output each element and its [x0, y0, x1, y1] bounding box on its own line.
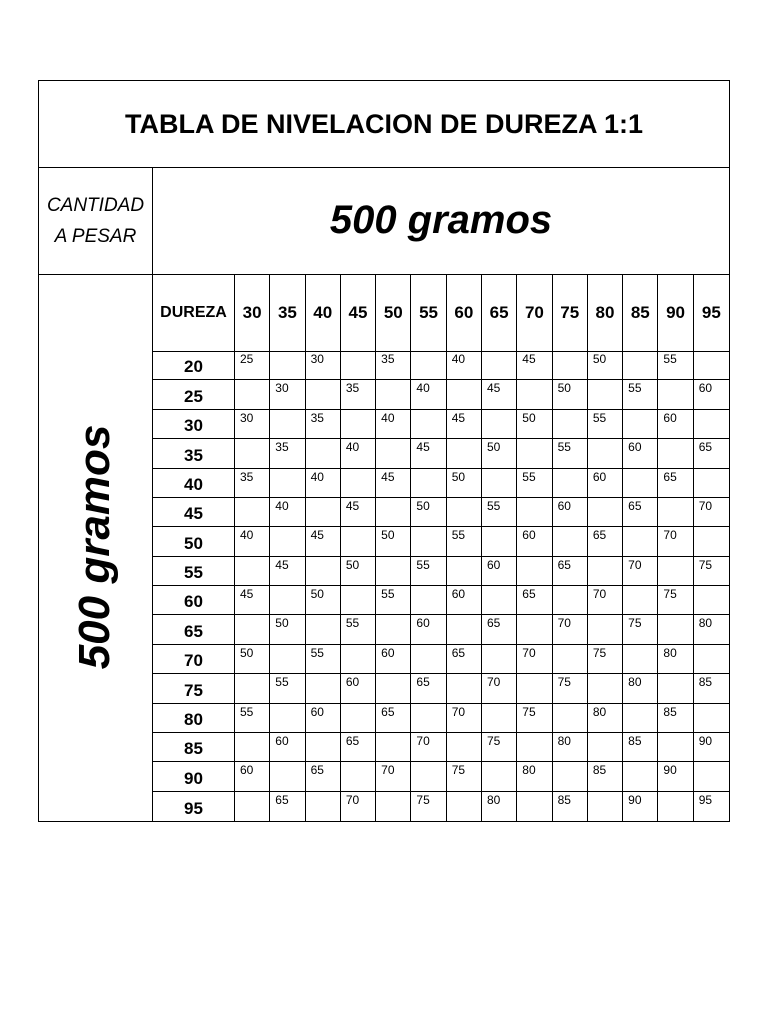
table-cell: [482, 704, 517, 732]
table-cell: [341, 762, 376, 790]
table-cell: 80: [658, 645, 693, 673]
table-cell: 70: [658, 527, 693, 555]
quantity-row: [39, 167, 729, 275]
table-cell: [306, 674, 341, 702]
table-cell: [623, 469, 658, 497]
table-cell: 50: [411, 498, 446, 526]
column-header: 60: [447, 275, 482, 351]
table-cell: 50: [447, 469, 482, 497]
quantity-label: [39, 167, 153, 274]
table-cell: [411, 704, 446, 732]
table-cell: 50: [306, 586, 341, 614]
table-cell: [694, 410, 729, 438]
table-cell: 75: [658, 586, 693, 614]
table-cell: 50: [270, 615, 305, 643]
table-cell: 85: [658, 704, 693, 732]
table-cell: 60: [517, 527, 552, 555]
table-cell: [553, 645, 588, 673]
table-cell: [623, 527, 658, 555]
table-cell: 60: [698, 381, 713, 396]
table-cell: 70: [411, 733, 446, 761]
table-cell: 50: [376, 527, 411, 555]
table-cell: 65: [482, 615, 517, 643]
table-cell: 60: [341, 674, 376, 702]
table-cell: [235, 615, 270, 643]
table-cell: [447, 498, 482, 526]
table-cell: [270, 586, 305, 614]
table-cell: [694, 469, 729, 497]
table-cell: [694, 586, 729, 614]
table-cell: 75: [698, 557, 713, 572]
table-cell: [235, 498, 270, 526]
table-cell: 45: [447, 410, 482, 438]
table-cell: 80: [553, 733, 588, 761]
table-cell: 50: [553, 380, 588, 408]
table-cell: 45: [376, 469, 411, 497]
table-cell: 30: [235, 410, 270, 438]
table-cell: [341, 469, 376, 497]
table-cell: [447, 380, 482, 408]
table-row: [153, 704, 729, 733]
table-cell: [270, 351, 305, 379]
table-cell: [623, 351, 658, 379]
header-label: DUREZA: [153, 275, 235, 351]
table-cell: [658, 792, 693, 821]
table-cell: [376, 439, 411, 467]
table-cell: [270, 645, 305, 673]
row-label: 35: [153, 439, 235, 467]
table-cell: 70: [517, 645, 552, 673]
table-cell: [517, 674, 552, 702]
page-title: TABLA DE NIVELACION DE DUREZA 1:1: [124, 108, 644, 139]
table-cell: [588, 733, 623, 761]
table-cell: [235, 792, 270, 821]
table-cell: 35: [376, 351, 411, 379]
table-cell: [588, 557, 623, 585]
table-cell: 85: [623, 733, 658, 761]
quantity-value: 500 gramos: [329, 198, 553, 242]
table-cell: 45: [235, 586, 270, 614]
table-cell: [553, 410, 588, 438]
table-cell: 45: [517, 351, 552, 379]
table-cell: [482, 586, 517, 614]
row-label: 45: [153, 498, 235, 526]
table-cell: [411, 586, 446, 614]
table-cell: [588, 498, 623, 526]
table-cell: [694, 351, 729, 379]
table-cell: 45: [482, 380, 517, 408]
table-cell: 40: [235, 527, 270, 555]
table-cell: 70: [698, 498, 713, 513]
table-cell: 40: [447, 351, 482, 379]
table-row: [153, 469, 729, 498]
row-label: 55: [153, 557, 235, 585]
table-cell: [694, 527, 729, 555]
table-cell: 60: [235, 762, 270, 790]
table-cell: [341, 586, 376, 614]
table-cell: 40: [411, 380, 446, 408]
table-cell: 30: [306, 351, 341, 379]
table-cell: 65: [517, 586, 552, 614]
column-header: 75: [553, 275, 588, 351]
table-cell: [658, 498, 693, 526]
table-row: [153, 410, 729, 439]
table-cell: [270, 469, 305, 497]
table-cell: [376, 557, 411, 585]
table-cell: [306, 792, 341, 821]
table-cell: [447, 674, 482, 702]
table-cell: 90: [623, 792, 658, 821]
table-cell: 65: [306, 762, 341, 790]
table-cell: 70: [588, 586, 623, 614]
header-row: [153, 275, 729, 352]
table-cell: [306, 615, 341, 643]
table-cell: [623, 704, 658, 732]
table-cell: 60: [553, 498, 588, 526]
table-cell: 80: [588, 704, 623, 732]
table-cell: 65: [376, 704, 411, 732]
table-cell: 40: [341, 439, 376, 467]
table-cell: 65: [553, 557, 588, 585]
column-header: 90: [658, 275, 693, 351]
side-label-cell: [39, 275, 153, 821]
table-cell: 55: [517, 469, 552, 497]
column-header: 70: [517, 275, 552, 351]
column-header: 65: [482, 275, 517, 351]
table-cell: [411, 762, 446, 790]
table-cell: 65: [411, 674, 446, 702]
table-cell: [517, 733, 552, 761]
table-cell: [553, 527, 588, 555]
table-cell: [341, 410, 376, 438]
table-row: [153, 615, 729, 644]
row-label: 85: [153, 733, 235, 761]
table-cell: 70: [376, 762, 411, 790]
table-row: [153, 439, 729, 468]
table-cell: 65: [623, 498, 658, 526]
table-row: [153, 498, 729, 527]
table-cell: 85: [588, 762, 623, 790]
table-cell: 60: [306, 704, 341, 732]
table-row: [153, 380, 729, 409]
table-cell: [694, 704, 729, 732]
row-label: 95: [153, 792, 235, 821]
table-cell: [658, 733, 693, 761]
column-header: 55: [411, 275, 446, 351]
table-cell: [588, 792, 623, 821]
table-cell: 45: [411, 439, 446, 467]
table-cell: [623, 645, 658, 673]
table-cell: 55: [588, 410, 623, 438]
table-cell: 75: [553, 674, 588, 702]
table-cell: [694, 762, 729, 790]
row-label: 60: [153, 586, 235, 614]
table-row: [153, 674, 729, 703]
table-cell: [658, 557, 693, 585]
column-header: 35: [270, 275, 305, 351]
table-cell: [306, 557, 341, 585]
table-cell: 55: [306, 645, 341, 673]
table-cell: [270, 704, 305, 732]
table-row: [153, 645, 729, 674]
table-cell: [447, 557, 482, 585]
table-cell: 75: [411, 792, 446, 821]
table-cell: 75: [517, 704, 552, 732]
table-row: [153, 762, 729, 791]
table-cell: [411, 351, 446, 379]
table-cell: [376, 380, 411, 408]
row-label: 40: [153, 469, 235, 497]
table-cell: [447, 439, 482, 467]
table-row: [153, 557, 729, 586]
table-cell: 65: [588, 527, 623, 555]
table-cell: [306, 733, 341, 761]
table-cell: [482, 351, 517, 379]
table-cell: [341, 704, 376, 732]
table-cell: [235, 557, 270, 585]
table-cell: [658, 615, 693, 643]
column-header: 30: [235, 275, 270, 351]
row-label: 80: [153, 704, 235, 732]
table-cell: [447, 615, 482, 643]
table-cell: [588, 439, 623, 467]
table-cell: 80: [517, 762, 552, 790]
table-cell: [658, 439, 693, 467]
table-cell: 50: [235, 645, 270, 673]
table-cell: 45: [341, 498, 376, 526]
table-cell: 70: [447, 704, 482, 732]
table-cell: [694, 645, 729, 673]
table-cell: 80: [698, 616, 713, 631]
table-cell: [517, 380, 552, 408]
table-cell: 55: [235, 704, 270, 732]
table-cell: [411, 645, 446, 673]
row-label: 20: [153, 351, 235, 379]
table-cell: [270, 410, 305, 438]
table-cell: 45: [270, 557, 305, 585]
table-cell: 60: [447, 586, 482, 614]
table-row: [153, 733, 729, 762]
table-cell: 35: [306, 410, 341, 438]
row-label: 75: [153, 674, 235, 702]
table-cell: 95: [698, 792, 713, 807]
table-cell: [482, 469, 517, 497]
table-cell: 60: [376, 645, 411, 673]
table-cell: 65: [698, 440, 713, 455]
table-cell: 65: [447, 645, 482, 673]
table-cell: [447, 733, 482, 761]
table-cell: 35: [341, 380, 376, 408]
table-cell: [235, 439, 270, 467]
table-row: [153, 586, 729, 615]
column-header: 45: [341, 275, 376, 351]
table-cell: [553, 586, 588, 614]
row-label: 30: [153, 410, 235, 438]
column-header: 95: [701, 303, 721, 322]
table-cell: 50: [341, 557, 376, 585]
table-cell: [517, 498, 552, 526]
table-cell: 75: [482, 733, 517, 761]
row-label: 70: [153, 645, 235, 673]
table-cell: 35: [270, 439, 305, 467]
table-cell: 85: [553, 792, 588, 821]
table-cell: 55: [376, 586, 411, 614]
quantity-label-line2: A PESAR: [54, 225, 137, 247]
table-cell: 40: [270, 498, 305, 526]
table-cell: [235, 733, 270, 761]
table-cell: 80: [482, 792, 517, 821]
table-cell: 80: [623, 674, 658, 702]
table-cell: [658, 674, 693, 702]
table-cell: [517, 439, 552, 467]
table-cell: 35: [235, 469, 270, 497]
table-cell: 55: [623, 380, 658, 408]
table-cell: 50: [517, 410, 552, 438]
table-cell: [341, 645, 376, 673]
table-cell: [447, 792, 482, 821]
table-cell: [341, 351, 376, 379]
table-cell: [623, 762, 658, 790]
quantity-label-line1: CANTIDAD: [46, 194, 145, 216]
table-cell: 60: [270, 733, 305, 761]
column-header: 50: [376, 275, 411, 351]
table-cell: [270, 762, 305, 790]
table-cell: [623, 586, 658, 614]
table-cell: 55: [482, 498, 517, 526]
table-cell: 90: [698, 733, 713, 748]
table-cell: 70: [623, 557, 658, 585]
table-cell: [658, 380, 693, 408]
table-cell: [553, 762, 588, 790]
table-cell: [588, 674, 623, 702]
table-cell: 60: [411, 615, 446, 643]
table-cell: 70: [482, 674, 517, 702]
table-cell: 85: [698, 675, 713, 690]
row-label: 90: [153, 762, 235, 790]
table-row: [153, 527, 729, 556]
table-cell: 55: [341, 615, 376, 643]
column-header: 40: [306, 275, 341, 351]
table-cell: 60: [588, 469, 623, 497]
side-label: 500 gramos: [70, 424, 119, 670]
table-cell: [376, 674, 411, 702]
table-cell: [306, 439, 341, 467]
table-cell: [553, 704, 588, 732]
table-cell: 30: [270, 380, 305, 408]
row-label: 25: [153, 380, 235, 408]
table-cell: [553, 469, 588, 497]
table-cell: 70: [341, 792, 376, 821]
table-cell: 40: [376, 410, 411, 438]
table-cell: [376, 615, 411, 643]
table-row: [153, 351, 729, 380]
table-cell: 45: [306, 527, 341, 555]
table-cell: [341, 527, 376, 555]
table-cell: [376, 733, 411, 761]
table-cell: [517, 615, 552, 643]
table-cell: 55: [658, 351, 693, 379]
table-cell: 75: [447, 762, 482, 790]
table-cell: [411, 527, 446, 555]
table-cell: 65: [341, 733, 376, 761]
table-cell: 60: [623, 439, 658, 467]
table-cell: [482, 762, 517, 790]
table-cell: [270, 527, 305, 555]
table-cell: [411, 469, 446, 497]
table-cell: 75: [588, 645, 623, 673]
table-cell: [588, 615, 623, 643]
row-label: 65: [153, 615, 235, 643]
table-cell: 75: [623, 615, 658, 643]
table-cell: 40: [306, 469, 341, 497]
table-cell: 55: [270, 674, 305, 702]
table-cell: [376, 792, 411, 821]
column-header: 85: [623, 275, 658, 351]
table-cell: [306, 380, 341, 408]
table-cell: [411, 410, 446, 438]
table-cell: 55: [447, 527, 482, 555]
table-cell: 25: [235, 351, 270, 379]
table-row: [153, 792, 729, 821]
table-cell: [306, 498, 341, 526]
table-cell: 50: [588, 351, 623, 379]
table-cell: [482, 410, 517, 438]
table-cell: [482, 527, 517, 555]
title-row: [39, 81, 729, 168]
hardness-grid: [153, 275, 729, 821]
table-cell: 70: [553, 615, 588, 643]
table-cell: 60: [482, 557, 517, 585]
table-cell: 55: [411, 557, 446, 585]
table-cell: [553, 351, 588, 379]
table-cell: 90: [658, 762, 693, 790]
table-cell: [235, 380, 270, 408]
row-label: 50: [153, 527, 235, 555]
table-cell: 60: [658, 410, 693, 438]
table-cell: [623, 410, 658, 438]
table-cell: [588, 380, 623, 408]
column-header: 80: [588, 275, 623, 351]
hardness-table-frame: [38, 80, 730, 822]
table-cell: 65: [658, 469, 693, 497]
table-cell: [376, 498, 411, 526]
table-cell: [482, 645, 517, 673]
table-cell: [235, 674, 270, 702]
table-cell: [517, 792, 552, 821]
table-cell: 65: [270, 792, 305, 821]
table-cell: 50: [482, 439, 517, 467]
table-cell: [517, 557, 552, 585]
table-cell: 55: [553, 439, 588, 467]
